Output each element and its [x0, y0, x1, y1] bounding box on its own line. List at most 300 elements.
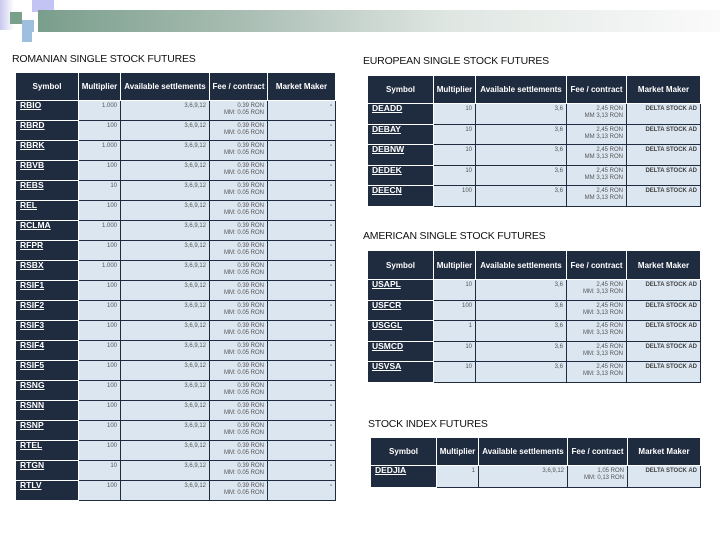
market-maker-cell: -	[268, 121, 336, 141]
header-gradient-bar	[38, 10, 720, 32]
symbol-cell	[16, 141, 79, 161]
fee-cell	[210, 161, 268, 181]
multiplier-cell: 100	[79, 401, 121, 421]
fee-cell	[210, 361, 268, 381]
fee-cell	[210, 141, 268, 161]
fee-value: 0.39 RON	[237, 123, 264, 129]
fee-cell	[210, 201, 268, 221]
multiplier-cell: 100	[79, 441, 121, 461]
symbol-cell	[16, 201, 79, 221]
settlements-cell: 3,6,9,12	[121, 481, 210, 501]
symbol-cell	[368, 165, 434, 186]
multiplier-cell: 100	[79, 481, 121, 501]
symbol-cell	[16, 461, 79, 481]
american-table	[367, 250, 701, 383]
mm-fee-value: MM: 0.05 RON	[223, 330, 264, 336]
symbol-link[interactable]: RSIF1	[20, 280, 45, 290]
multiplier-cell: 100	[79, 421, 121, 441]
market-maker-cell: -	[268, 341, 336, 361]
fee-value: 0.39 RON	[237, 443, 264, 449]
fee-value: 2,45 RON	[596, 302, 623, 309]
mm-fee-value: MM: 3,13 RON	[582, 289, 623, 295]
table-row	[16, 161, 336, 181]
fee-value: 0.39 RON	[237, 143, 264, 149]
market-maker-cell: -	[268, 221, 336, 241]
multiplier-cell: 10	[434, 165, 476, 186]
symbol-cell	[16, 101, 79, 121]
settlements-cell: 3,6,9,12	[121, 201, 210, 221]
mm-fee-value: MM: 0.05 RON	[223, 430, 264, 436]
column-header-fee: Fee / contract	[568, 438, 628, 466]
settlements-cell: 3,6	[476, 145, 567, 166]
market-maker-cell: -	[268, 441, 336, 461]
fee-value: 0.39 RON	[237, 243, 264, 249]
market-maker-cell: DELTA STOCK AD	[627, 362, 701, 383]
market-maker-cell: DELTA STOCK AD	[627, 124, 701, 145]
market-maker-cell: -	[268, 321, 336, 341]
symbol-cell	[368, 321, 434, 342]
fee-value: 0.39 RON	[237, 463, 264, 469]
decor-square	[22, 32, 32, 42]
column-header-fee: Fee / contract	[210, 73, 268, 101]
market-maker-cell: DELTA STOCK AD	[627, 341, 701, 362]
column-header-multiplier: Multiplier	[434, 76, 476, 104]
settlements-cell: 3,6,9,12	[121, 301, 210, 321]
market-maker-cell: DELTA STOCK AD	[627, 300, 701, 321]
fee-value: 0.39 RON	[237, 203, 264, 209]
mm-fee-value: MM: 0.05 RON	[223, 250, 264, 256]
table-row	[16, 241, 336, 261]
mm-fee-value: MM: 0.05 RON	[223, 210, 264, 216]
market-maker-cell: -	[268, 141, 336, 161]
fee-value: 0.39 RON	[237, 383, 264, 389]
header-row	[16, 73, 336, 101]
settlements-cell: 3,6	[476, 280, 567, 301]
market-maker-cell: -	[268, 361, 336, 381]
symbol-cell	[16, 421, 79, 441]
fee-cell	[210, 481, 268, 501]
fee-cell	[567, 341, 627, 362]
fee-value: 2,45 RON	[596, 364, 623, 371]
market-maker-cell: -	[268, 101, 336, 121]
mm-fee-value: MM 3,13 RON	[584, 195, 623, 202]
symbol-link[interactable]: RSIF4	[20, 340, 45, 350]
multiplier-cell: 10	[434, 362, 476, 383]
multiplier-cell: 100	[79, 381, 121, 401]
mm-fee-value: MM: 0.05 RON	[223, 490, 264, 496]
symbol-link[interactable]: RSNN	[20, 400, 45, 410]
header-row	[368, 251, 701, 280]
symbol-cell	[368, 186, 434, 207]
mm-fee-value: MM 3,13 RON	[584, 133, 623, 140]
symbol-link[interactable]: RTLV	[20, 480, 42, 490]
table-row	[368, 186, 701, 207]
multiplier-cell: 10	[79, 181, 121, 201]
settlements-cell: 3,6,9,12	[121, 461, 210, 481]
settlements-cell: 3,6	[476, 362, 567, 383]
symbol-cell	[16, 121, 79, 141]
column-header-symbol: Symbol	[16, 73, 79, 101]
fee-cell	[567, 300, 627, 321]
column-header-market-maker: Market Maker	[628, 438, 701, 466]
multiplier-cell: 100	[79, 361, 121, 381]
symbol-link[interactable]: USFCR	[372, 299, 402, 310]
column-header-fee: Fee / contract	[567, 251, 627, 280]
fee-value: 2,45 RON	[596, 106, 623, 112]
settlements-cell: 3,6,9,12	[121, 321, 210, 341]
symbol-cell	[368, 124, 434, 145]
fee-cell	[567, 145, 627, 166]
fee-cell	[210, 321, 268, 341]
symbol-link[interactable]: RSNG	[20, 380, 45, 390]
symbol-link[interactable]: REL	[20, 200, 37, 210]
market-maker-cell: -	[268, 281, 336, 301]
index-table	[370, 437, 701, 488]
multiplier-cell: 100	[79, 301, 121, 321]
market-maker-cell: DELTA STOCK AD	[627, 321, 701, 342]
settlements-cell: 3,6,9,12	[121, 441, 210, 461]
fee-cell	[210, 121, 268, 141]
settlements-cell: 3,6,9,12	[479, 466, 568, 488]
symbol-link[interactable]: RCLMA	[20, 220, 51, 230]
american-section-title: AMERICAN SINGLE STOCK FUTURES	[363, 230, 546, 242]
column-header-multiplier: Multiplier	[79, 73, 121, 101]
symbol-link[interactable]: DEECN	[372, 185, 402, 196]
table-row	[16, 361, 336, 381]
symbol-link[interactable]: USMCD	[372, 340, 404, 351]
mm-fee-value: MM: 0.05 RON	[223, 230, 264, 236]
column-header-symbol: Symbol	[368, 251, 434, 280]
fee-value: 0.39 RON	[237, 283, 264, 289]
fee-value: 2,45 RON	[596, 188, 623, 195]
mm-fee-value: MM: 0.05 RON	[223, 170, 264, 176]
market-maker-cell: -	[268, 201, 336, 221]
mm-fee-value: MM: 0.05 RON	[223, 470, 264, 476]
multiplier-cell: 1.000	[79, 101, 121, 121]
settlements-cell: 3,6	[476, 321, 567, 342]
symbol-link[interactable]: DEDEK	[372, 164, 402, 175]
column-header-settlements: Available settlements	[121, 73, 210, 101]
symbol-link[interactable]: USVSA	[372, 361, 402, 372]
fee-value: 0.39 RON	[237, 423, 264, 429]
symbol-cell	[16, 361, 79, 381]
header-row	[371, 438, 701, 466]
mm-fee-value: MM: 3,13 RON	[582, 309, 623, 316]
symbol-cell	[16, 321, 79, 341]
symbol-cell	[16, 341, 79, 361]
table-row	[368, 104, 701, 125]
fee-cell	[210, 181, 268, 201]
settlements-cell: 3,6,9,12	[121, 121, 210, 141]
settlements-cell: 3,6,9,12	[121, 401, 210, 421]
market-maker-cell: -	[268, 161, 336, 181]
decor-square	[22, 20, 34, 32]
fee-cell	[210, 281, 268, 301]
fee-value: 2,45 RON	[596, 167, 623, 174]
settlements-cell: 3,6,9,12	[121, 261, 210, 281]
table-row	[16, 441, 336, 461]
symbol-cell	[16, 161, 79, 181]
market-maker-cell: -	[268, 261, 336, 281]
fee-cell	[567, 321, 627, 342]
table-row	[16, 141, 336, 161]
mm-fee-value: MM 3,13 RON	[584, 113, 623, 119]
settlements-cell: 3,6,9,12	[121, 421, 210, 441]
multiplier-cell: 10	[434, 341, 476, 362]
column-header-multiplier: Multiplier	[434, 251, 476, 280]
symbol-cell	[16, 261, 79, 281]
mm-fee-value: MM: 0.05 RON	[223, 290, 264, 296]
european-section-title: EUROPEAN SINGLE STOCK FUTURES	[363, 55, 549, 67]
settlements-cell: 3,6,9,12	[121, 241, 210, 261]
symbol-cell	[368, 145, 434, 166]
table-row	[16, 341, 336, 361]
market-maker-cell: DELTA STOCK AD	[627, 280, 701, 301]
fee-value: 1,05 RON	[597, 468, 624, 474]
symbol-link[interactable]: RBRD	[20, 120, 45, 130]
decor-square	[10, 12, 22, 24]
settlements-cell: 3,6	[476, 104, 567, 125]
symbol-cell	[16, 241, 79, 261]
settlements-cell: 3,6,9,12	[121, 181, 210, 201]
mm-fee-value: MM: 0.05 RON	[223, 410, 264, 416]
multiplier-cell: 10	[79, 461, 121, 481]
fee-cell	[210, 101, 268, 121]
symbol-link[interactable]: DEBNW	[372, 144, 405, 155]
market-maker-cell: DELTA STOCK AD	[627, 165, 701, 186]
settlements-cell: 3,6,9,12	[121, 161, 210, 181]
table-row	[16, 481, 336, 501]
market-maker-cell: -	[268, 461, 336, 481]
romanian-table	[15, 72, 336, 501]
fee-cell	[210, 241, 268, 261]
table-row	[16, 401, 336, 421]
fee-cell	[210, 421, 268, 441]
settlements-cell: 3,6,9,12	[121, 361, 210, 381]
table-row	[371, 466, 701, 488]
mm-fee-value: MM: 0.05 RON	[223, 390, 264, 396]
symbol-cell	[16, 301, 79, 321]
fee-value: 0.39 RON	[237, 363, 264, 369]
multiplier-cell: 10	[434, 124, 476, 145]
symbol-link[interactable]: REBS	[20, 180, 44, 190]
market-maker-cell: DELTA STOCK AD	[627, 145, 701, 166]
fee-value: 0.39 RON	[237, 183, 264, 189]
settlements-cell: 3,6	[476, 186, 567, 207]
mm-fee-value: MM: 0.05 RON	[223, 130, 264, 136]
settlements-cell: 3,6,9,12	[121, 221, 210, 241]
settlements-cell: 3,6,9,12	[121, 281, 210, 301]
mm-fee-value: MM: 0,13 RON	[583, 475, 624, 481]
fee-cell	[210, 441, 268, 461]
multiplier-cell: 100	[79, 341, 121, 361]
fee-value: 0.39 RON	[237, 303, 264, 309]
symbol-link[interactable]: RSNP	[20, 420, 44, 430]
index-section-title: STOCK INDEX FUTURES	[368, 418, 488, 430]
symbol-link[interactable]: USAPL	[372, 279, 401, 289]
table-row	[16, 321, 336, 341]
multiplier-cell: 1	[437, 466, 479, 488]
symbol-cell	[16, 481, 79, 501]
fee-cell	[210, 401, 268, 421]
fee-value: 2,45 RON	[596, 282, 623, 288]
symbol-link[interactable]: RSBX	[20, 260, 44, 270]
fee-cell	[210, 301, 268, 321]
table-row	[368, 280, 701, 301]
multiplier-cell: 100	[434, 300, 476, 321]
column-header-settlements: Available settlements	[476, 251, 567, 280]
table-row	[16, 381, 336, 401]
fee-value: 0.39 RON	[237, 343, 264, 349]
table-row	[16, 281, 336, 301]
table-row	[16, 221, 336, 241]
table-row	[16, 201, 336, 221]
multiplier-cell: 10	[434, 280, 476, 301]
settlements-cell: 3,6	[476, 341, 567, 362]
multiplier-cell: 100	[79, 281, 121, 301]
multiplier-cell: 100	[79, 201, 121, 221]
symbol-cell	[16, 441, 79, 461]
multiplier-cell: 1	[434, 321, 476, 342]
symbol-link[interactable]: RBRK	[20, 140, 45, 150]
header-row	[368, 76, 701, 104]
romanian-section-title: ROMANIAN SINGLE STOCK FUTURES	[12, 53, 196, 65]
multiplier-cell: 10	[434, 104, 476, 125]
table-row	[16, 421, 336, 441]
market-maker-cell: DELTA STOCK AD	[628, 466, 701, 488]
market-maker-cell: DELTA STOCK AD	[627, 104, 701, 125]
symbol-link[interactable]: RSIF5	[20, 360, 45, 370]
symbol-link[interactable]: USGGL	[372, 320, 403, 331]
mm-fee-value: MM: 0.05 RON	[223, 270, 264, 276]
fee-cell	[210, 261, 268, 281]
market-maker-cell: -	[268, 241, 336, 261]
symbol-link[interactable]: RSIF3	[20, 320, 45, 330]
multiplier-cell: 100	[79, 121, 121, 141]
fee-value: 0.39 RON	[237, 163, 264, 169]
table-row	[16, 301, 336, 321]
market-maker-cell: -	[268, 401, 336, 421]
settlements-cell: 3,6	[476, 300, 567, 321]
multiplier-cell: 1.000	[79, 261, 121, 281]
mm-fee-value: MM 3,13 RON	[584, 174, 623, 181]
column-header-market-maker: Market Maker	[268, 73, 336, 101]
table-row	[368, 124, 701, 145]
fee-cell	[567, 104, 627, 125]
mm-fee-value: MM: 3,13 RON	[582, 350, 623, 357]
market-maker-cell: -	[268, 301, 336, 321]
mm-fee-value: MM: 0.05 RON	[223, 310, 264, 316]
market-maker-cell: -	[268, 481, 336, 501]
fee-value: 0.39 RON	[237, 483, 264, 489]
mm-fee-value: MM: 0.05 RON	[223, 110, 264, 116]
fee-value: 0.39 RON	[237, 323, 264, 329]
table-row	[16, 261, 336, 281]
symbol-cell	[16, 181, 79, 201]
symbol-link[interactable]: DEBAY	[372, 123, 401, 134]
european-table	[367, 75, 701, 207]
fee-cell	[210, 381, 268, 401]
fee-cell	[567, 362, 627, 383]
settlements-cell: 3,6,9,12	[121, 101, 210, 121]
symbol-link[interactable]: RFPR	[20, 240, 44, 250]
symbol-cell	[368, 280, 434, 301]
multiplier-cell: 1.000	[79, 221, 121, 241]
mm-fee-value: MM: 0.05 RON	[223, 190, 264, 196]
fee-value: 2,45 RON	[596, 343, 623, 350]
fee-value: 2,45 RON	[596, 126, 623, 133]
fee-cell	[567, 165, 627, 186]
mm-fee-value: MM: 3,13 RON	[582, 371, 623, 378]
table-row	[368, 145, 701, 166]
market-maker-cell: -	[268, 421, 336, 441]
column-header-fee: Fee / contract	[567, 76, 627, 104]
mm-fee-value: MM: 3,13 RON	[582, 330, 623, 337]
fee-cell	[210, 221, 268, 241]
column-header-multiplier: Multiplier	[437, 438, 479, 466]
mm-fee-value: MM 3,13 RON	[584, 154, 623, 161]
table-row	[368, 362, 701, 383]
column-header-market-maker: Market Maker	[627, 76, 701, 104]
symbol-link[interactable]: DEDJIA	[375, 465, 407, 475]
settlements-cell: 3,6,9,12	[121, 141, 210, 161]
mm-fee-value: MM: 0.05 RON	[223, 150, 264, 156]
symbol-cell	[16, 281, 79, 301]
symbol-link[interactable]: RSIF2	[20, 300, 45, 310]
symbol-link[interactable]: RBVB	[20, 160, 45, 170]
multiplier-cell: 100	[434, 186, 476, 207]
symbol-cell	[368, 341, 434, 362]
symbol-link[interactable]: RBIO	[20, 100, 42, 110]
fee-value: 0.39 RON	[237, 403, 264, 409]
table-row	[16, 181, 336, 201]
symbol-cell	[368, 104, 434, 125]
fee-cell	[567, 280, 627, 301]
mm-fee-value: MM: 0.05 RON	[223, 450, 264, 456]
symbol-cell	[16, 221, 79, 241]
table-row	[368, 165, 701, 186]
settlements-cell: 3,6,9,12	[121, 381, 210, 401]
symbol-link[interactable]: RTGN	[20, 460, 45, 470]
settlements-cell: 3,6	[476, 165, 567, 186]
multiplier-cell: 100	[79, 161, 121, 181]
fee-cell	[568, 466, 628, 488]
symbol-link[interactable]: RTEL	[20, 440, 43, 450]
mm-fee-value: MM: 0.05 RON	[223, 350, 264, 356]
fee-value: 0.39 RON	[237, 263, 264, 269]
column-header-settlements: Available settlements	[476, 76, 567, 104]
multiplier-cell: 10	[434, 145, 476, 166]
symbol-cell	[16, 381, 79, 401]
table-row	[368, 300, 701, 321]
symbol-link[interactable]: DEADD	[372, 103, 403, 113]
fee-value: 2,45 RON	[596, 147, 623, 154]
table-row	[16, 461, 336, 481]
fee-value: 0.39 RON	[237, 103, 264, 109]
column-header-symbol: Symbol	[371, 438, 437, 466]
multiplier-cell: 1.000	[79, 141, 121, 161]
table-row	[368, 321, 701, 342]
market-maker-cell: DELTA STOCK AD	[627, 186, 701, 207]
symbol-cell	[368, 300, 434, 321]
market-maker-cell: -	[268, 181, 336, 201]
column-header-settlements: Available settlements	[479, 438, 568, 466]
table-row	[16, 101, 336, 121]
settlements-cell: 3,6	[476, 124, 567, 145]
symbol-cell	[368, 362, 434, 383]
column-header-symbol: Symbol	[368, 76, 434, 104]
mm-fee-value: MM: 0.05 RON	[223, 370, 264, 376]
